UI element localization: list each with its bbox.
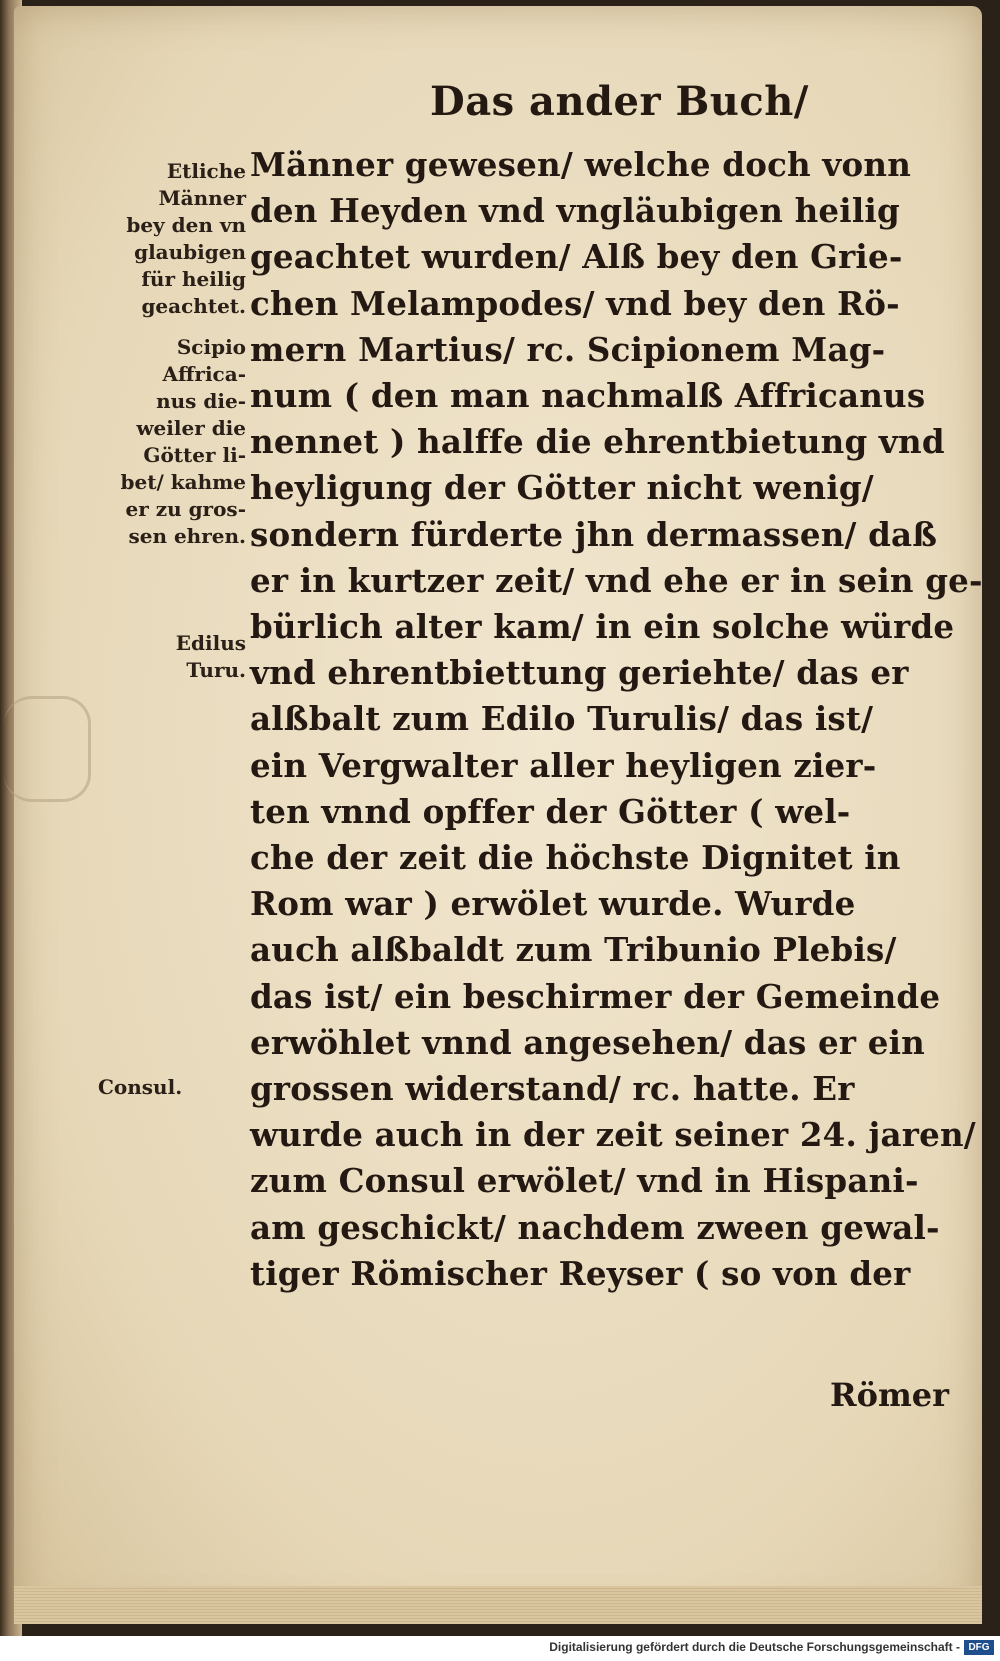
catchword: Römer [830, 1376, 950, 1414]
body-text [250, 142, 983, 1297]
text-line: heyligung der Götter nicht wenig/ [250, 468, 874, 508]
funding-credit: Digitalisierung gefördert durch die Deutsche Forschungsgemeinschaft - [549, 1640, 960, 1654]
margin-note-line: er zu gros- [125, 497, 246, 521]
text-line: erwöhlet vnnd angesehen/ das er ein [250, 1022, 925, 1062]
margin-note-line: Scipio [176, 335, 246, 359]
text-line: den Heyden vnd vngläubigen heilig [250, 191, 900, 231]
margin-note-line: sen ehren. [128, 524, 246, 548]
margin-note-line: Affrica- [162, 362, 246, 386]
margin-note-line: Consul. [98, 1075, 183, 1099]
text-line: vnd ehrentbiettung geriehte/ das er [250, 653, 909, 693]
margin-note-line: Götter li- [143, 443, 246, 467]
digitization-footer [0, 1636, 1000, 1661]
text-line: alßbalt zum Edilo Turulis/ das ist/ [250, 699, 874, 739]
margin-note [98, 630, 246, 684]
text-line: num ( den man nachmalß Affricanus [250, 376, 926, 416]
margin-note [98, 334, 246, 550]
margin-note [98, 1074, 246, 1101]
bookmark-clip [4, 696, 91, 802]
text-line: das ist/ ein beschirmer der Gemeinde [250, 976, 941, 1016]
text-line: Rom war ) erwölet wurde. Wurde [250, 884, 856, 924]
text-line: ten vnnd opffer der Götter ( wel- [250, 791, 851, 831]
margin-note-line: Turu. [186, 658, 246, 682]
margin-note-line: glaubigen [134, 240, 246, 264]
text-line: nennet ) halffe die ehrentbietung vnd [250, 422, 945, 462]
text-line: wurde auch in der zeit seiner 24. jaren/ [250, 1115, 976, 1155]
text-line: am geschickt/ nachdem zween gewal- [250, 1207, 940, 1247]
text-line: auch alßbaldt zum Tribunio Plebis/ [250, 930, 897, 970]
text-line: geachtet wurden/ Alß bey den Grie- [250, 237, 903, 277]
text-line: er in kurtzer zeit/ vnd ehe er in sein ge- [250, 560, 983, 600]
text-line: ein Vergwalter aller heyligen zier- [250, 745, 877, 785]
page-stack-edge [14, 1586, 982, 1624]
margin-note-line: Männer [158, 186, 246, 210]
text-line: tiger Römischer Reyser ( so von der [250, 1253, 911, 1293]
text-line: sondern fürderte jhn dermassen/ daß [250, 514, 938, 554]
margin-note-line: bet/ kahme [120, 470, 246, 494]
margin-notes [98, 158, 246, 1115]
margin-note-line: Edilus [175, 631, 246, 655]
text-line: mern Martius/ rc. Scipionem Mag- [250, 329, 886, 369]
text-line: bürlich alter kam/ in ein solche würde [250, 607, 955, 647]
margin-note-line: Etliche [166, 159, 246, 183]
margin-note-line: für heilig [141, 267, 246, 291]
text-line: chen Melampodes/ vnd bey den Rö- [250, 283, 900, 323]
text-line: zum Consul erwölet/ vnd in Hispani- [250, 1161, 919, 1201]
margin-note-line: nus die- [156, 389, 246, 413]
running-head: Das ander Buch/ [430, 78, 809, 125]
text-line: che der zeit die höchste Dignitet in [250, 838, 901, 878]
text-line: Männer gewesen/ welche doch vonn [250, 145, 912, 184]
margin-note-line: geachtet. [141, 294, 246, 318]
margin-note [98, 158, 246, 320]
margin-note-line: weiler die [136, 416, 246, 440]
text-line: grossen widerstand/ rc. hatte. Er [250, 1069, 855, 1109]
margin-note-line: bey den vn [126, 213, 246, 237]
dfg-logo-icon: DFG [964, 1640, 994, 1655]
